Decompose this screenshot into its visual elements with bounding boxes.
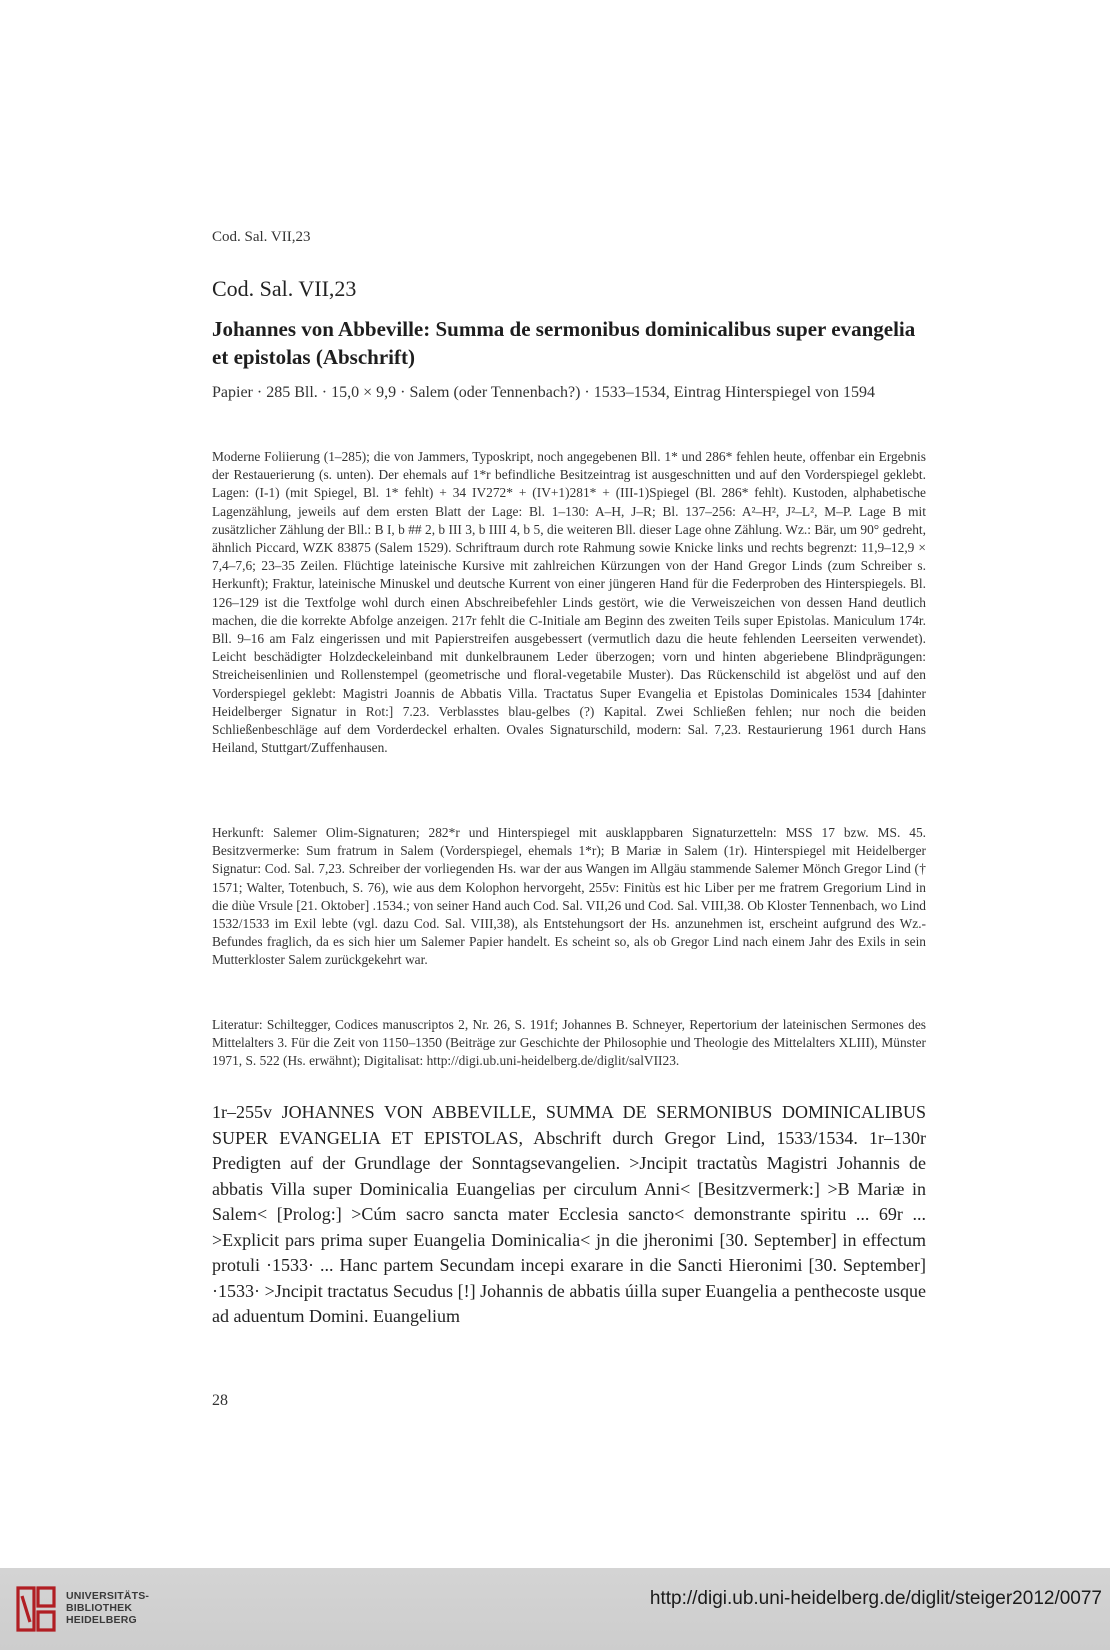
- library-name-line: BIBLIOTHEK: [66, 1602, 133, 1614]
- viewer-footer: [0, 1568, 1110, 1650]
- library-name-line: HEIDELBERG: [66, 1614, 137, 1626]
- page-number: 28: [212, 1392, 228, 1409]
- university-library-logo-icon: [14, 1584, 58, 1634]
- permalink-url[interactable]: http://digi.ub.uni-heidelberg.de/diglit/steiger2012/0077: [649, 1588, 1102, 1609]
- contents-text: 1r–255v JOHANNES VON ABBEVILLE, SUMMA DE SERMONIBUS DOMINICALIBUS SUPER EVANGELIA ET EPISTOLAS, Abschrift durch Gregor Lind, 1533/1534. 1r–130r Predigten auf der Grundlage der Sonntagsevangelien. >Jncipit tractatùs Magistri Johannis de abbatis Villa super Dominicalia Euangelias per circulum Anni< [Besitzvermerk:] >B Mariæ in Salem< [Prolog:] >Cúm sacro sancta mater Ecclesia sancto< demonstrante spiritu ... 69r ... >Explicit pars prima super Euangelia Dominicalia< jn die jheronimi [30. September] in effectum protuli ·1533· ... Hanc partem Secundam incepi exarare in die Sancti Hieronimi [30. September] ·1533· >Jncipit tractatus Secudus [!] Johannis de abbatis úilla super Euangelia a penthecoste usque ad aduentum Domini. Euangelium: [212, 1102, 926, 1326]
- work-title: Johannes von Abbeville: Summa de sermonibus dominicalibus super evangelia et epistolas (Abschrift): [212, 317, 916, 369]
- codicological-description: Moderne Foliierung (1–285); die von Jammers, Typoskript, noch angegebenen Bll. 1* und 286* fehlen heute, offenbar ein Ergebnis der Restauerierung (s. unten). Der ehemals auf 1*r befindliche Besitzeintrag ist ausgeschnitten und auf den Vorderspiegel geklebt. Lagen: (I-1) (mit Spiegel, Bl. 1* fehlt) + 34 IV272* + (IV+1)281* + (III-1)Spiegel (Bl. 286* fehlt). Kustoden, alphabetische Lagenzählung, jeweils auf dem ersten Blatt der Lage: Bl. 1–130: A–H, J–R; Bl. 137–256: A²–H², J²–L², M–P. Lage B mit zusätzlicher Zählung der Bll.: B I, b ## 2, b III 3, b IIII 4, b 5, die weiteren Bll. dieser Lage ohne Zählung. Wz.: Bär, um 90° gedreht, ähnlich Piccard, WZK 83875 (Salem 1529). Schriftraum durch rote Rahmung sowie Knicke links und rechts begrenzt: 11,9–12,9 × 7,4–7,6; 23–35 Zeilen. Flüchtige lateinische Kursive mit zahlreichen Kürzungen von der Hand Gregor Linds (zum Schreiber s. Herkunft); Fraktur, lateinische Minuskel und deutsche Kurrent von einer jüngeren Hand für die Federproben des Hinterspiegels. Bl. 126–129 ist die Textfolge wohl durch einen Abschreibefehler Linds gestört, wie die Verweiszeichen von dessen Hand deutlich machen, die die korrekte Abfolge anzeigen. 217r fehlt die C-Initiale am Beginn des zweiten Teils super Epistolas. Maniculum 174r. Bll. 9–16 am Falz eingerissen und mit Papierstreifen ausgebessert (vermutlich dazu die heute fehlenden Leerseiten verwendet). Leicht beschädigter Holzdeckeleinband mit dunkelbraunem Leder überzogen; vorn und hinten abgeriebene Blindprägungen: Streicheisenlinien und Rollenstempel (geometrische und floral-vegetabile Muster). Das Rückenschild ist abgelöst und auf den Vorderspiegel geklebt: Magistri Joannis de Abbatis Villa. Tractatus Super Evangelia et Epistolas Dominicales 1534 [dahinter Heidelberger Signatur in Rot:] 7.23. Verblasstes blau-gelbes (?) Kapital. Zwei Schließen fehlen; nur noch die beiden Schließenbeschläge auf dem Vorderdeckel erhalten. Ovales Signaturschild, modern: Sal. 7,23. Restaurierung 1961 durch Hans Heiland, Stuttgart/Zuffenhausen.: [212, 449, 926, 756]
- library-name-line: UNIVERSITÄTS-: [66, 1590, 150, 1602]
- signature-title: Cod. Sal. VII,23: [212, 276, 357, 301]
- literature-paragraph: Literatur: Schiltegger, Codices manuscriptos 2, Nr. 26, S. 191f; Johannes B. Schneyer, Repertorium der lateinischen Sermones des Mittelalters 3. Für die Zeit von 1150–1350 (Beiträge zur Geschichte der Philosophie und Theologie des Mittelalters XLIII), Münster 1971, S. 522 (Hs. erwähnt); Digitalisat: http://digi.ub.uni-heidelberg.de/diglit/salVII23.: [212, 1017, 926, 1069]
- provenance-paragraph: Herkunft: Salemer Olim-Signaturen; 282*r und Hinterspiegel mit ausklappbaren Signaturzetteln: MSS 17 bzw. MS. 45. Besitzvermerke: Sum fratrum in Salem (Vorderspiegel, ehemals 1*r); B Mariæ in Salem (1r). Hinterspiegel mit Heidelberger Signatur: Cod. Sal. 7,23. Schreiber der vorliegenden Hs. war der aus Wangen im Allgäu stammende Salemer Mönch Gregor Lind († 1571; Walter, Totenbuch, S. 76), wie aus dem Kolophon hervorgeht, 255v: Finitùs est hic Liber per me fratrem Gregorium Lind in die diùe Vrsule [21. Oktober] .1534.; von seiner Hand auch Cod. Sal. VII,26 und Cod. Sal. VIII,38. Ob Kloster Tennenbach, wo Lind 1532/1533 im Exil lebte (vgl. dazu Cod. Sal. VIII,38), als Entstehungsort der Hs. anzunehmen ist, erscheint aufgrund des Wz.-Befundes fraglich, da es sich hier um Salemer Papier handelt. Es scheint so, als ob Gregor Lind nach einem Jahr des Exils in sein Mutterkloster Salem zurückgekehrt war.: [212, 825, 926, 968]
- running-head: Cod. Sal. VII,23: [212, 229, 311, 245]
- library-name: [66, 1590, 149, 1626]
- physical-summary: Papier · 285 Bll. · 15,0 × 9,9 · Salem (oder Tennenbach?) · 1533–1534, Eintrag Hinterspiegel von 1594: [212, 384, 876, 401]
